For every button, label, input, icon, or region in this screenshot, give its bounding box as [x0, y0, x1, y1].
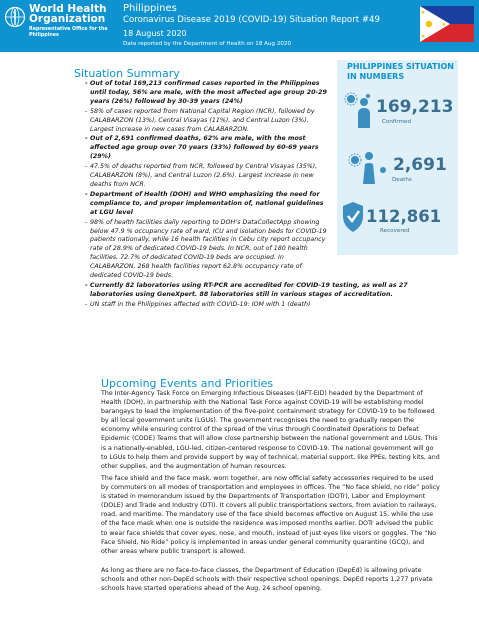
deaths-label: Deaths — [392, 177, 412, 183]
recovered-count: 112,861 — [366, 207, 442, 226]
country-name: Philippines — [123, 3, 177, 14]
who-emblem-icon — [4, 6, 26, 28]
list-item: - 98% of health facilities daily reporting to DOH’s DataCollectApp showing below 47.9 % occupancy rate of ward, ICU and isolation beds for COVID-19 patients nationally, while 16 health facilities in Cebu city report occupancy rate of 28.9% of dedicated COVID-19 beds. In NCR, out of 180 health facilities, 72.7% of dedicated COVID-19 beds are occupied. In CALABARZON, 268 health facilities report 62.8% occupancy rate of dedicated COVID-19 beds. — [85, 218, 327, 280]
paragraph: The Inter-Agency Task Force on Emerging Infectious Diseases (IAFT-EID) headed by the Department of Health (DOH), in partnership with the National Task Force against COVID-19 will be establishing model barangays to lead the implementation of the five-point containment strategy for COVID-19 to be followed by all local government units (LGUs). The government recognises the need to gradually reopen the economy while ensuring control of the spread of the virus through Coordinated Operations to Defeat Epidemic (CODE) Teams that will allow close partnership between the national government and LGUs. This is a nationally-enabled, LGU-led, citizen-centered response to COVID-19. The national government will go to LGUs to help them and provide support by way of technical, material support, like PPEs, testing kits, and other supplies, and the augmentation of human resources. — [101, 390, 440, 470]
list-item: - Currently 82 laboratories using RT-PCR are accredited for COVID-19 testing, as well as 27 laboratories using GeneXpert. 88 laboratories still in various stages of accreditation. — [85, 281, 408, 298]
confirmed-count: 169,213 — [376, 97, 454, 117]
org-name: World Health Organization — [29, 3, 107, 25]
deaths-count: 2,691 — [393, 155, 447, 175]
list-item: - UN staff in the Philippines affected with COVID-19: IOM with 1 (death) — [85, 300, 311, 308]
numbers-panel-title: PHILIPPINES SITUATION IN NUMBERS — [347, 62, 454, 81]
recovered-label: Recovered — [380, 228, 410, 234]
upcoming-events-heading: Upcoming Events and Priorities — [101, 377, 274, 390]
list-item: - 58% of cases reported from National Capital Region (NCR), followed by CALABARZON (13%), Central Visayas (11%), and Central Luzon (3%). Largest increase in new cases from CALABARZON. — [85, 107, 315, 133]
report-date: 18 August 2020 — [123, 29, 187, 38]
patient-bed-icon — [347, 150, 389, 186]
paragraph: As long as there are no face-to-face classes, the Department of Education (DepEd) is allowing private schools and other non-DepEd schools with their respective school openings. DepEd reports 1,277 private schools have started operations ahead of the Aug. 24 school opening. — [101, 567, 433, 593]
org-subtitle: Representative Office for the Philippines — [29, 27, 108, 38]
list-item: - 47.5% of deaths reported from NCR, followed by Central Visayas (35%), CALABARZON (8%), and Central Luzon (2.6%). Largest increase in new deaths from NCR. — [85, 163, 318, 188]
paragraph: The face shield and the face mask, worn together, are now official safety accessories required to be used by commuters on all modes of transportation and employees in offices. The “No face shield, no ride” policy is stated in memorandum issued by the Departments of Transportation (DOTr), Labor and Employment (DOLE) and Trade and Industry (DTI). It covers all public transportations sectors, from aviation to railways, road, and maritime. The mandatory use of the face shield becomes effective on August 15, while the use of the face mask when one is outside the residence was imposed months earlier. DOTr advised the public to wear face shields that cover eyes, nose, and mouth, instead of just eyes like visors or goggles. The “No Face Shield, No Ride” policy is implemented in areas under general community quarantine (GCQ), and other areas where public transport is allowed. — [101, 475, 440, 555]
recovered-shield-icon — [341, 200, 365, 234]
situation-summary-heading: Situation Summary — [74, 67, 180, 80]
philippines-flag-icon — [420, 6, 474, 42]
confirmed-label: Confirmed — [382, 119, 412, 125]
report-header — [0, 0, 479, 52]
virus-person-icon — [344, 92, 374, 128]
list-item: - Out of total 169,213 confirmed cases reported in the Philippines until today, 56% are male, with the most affected age group 20-29 years (26%) followed by 30-39 years (24%) — [85, 80, 327, 105]
list-item: - Out of 2,691 confirmed deaths, 62% are male, with the most affected age group over 70 years (33%) followed by 60-69 years (29%) — [85, 135, 319, 161]
list-item: - Department of Health (DOH) and WHO emphasizing the need for compliance to, and proper implementation of, national guidelines at LGU level — [85, 190, 324, 216]
report-title: Coronavirus Disease 2019 (COVID-19) Situation Report #49 — [123, 15, 380, 25]
data-source-note: Data reported by the Department of Health on 18 Aug 2020 — [123, 41, 292, 47]
